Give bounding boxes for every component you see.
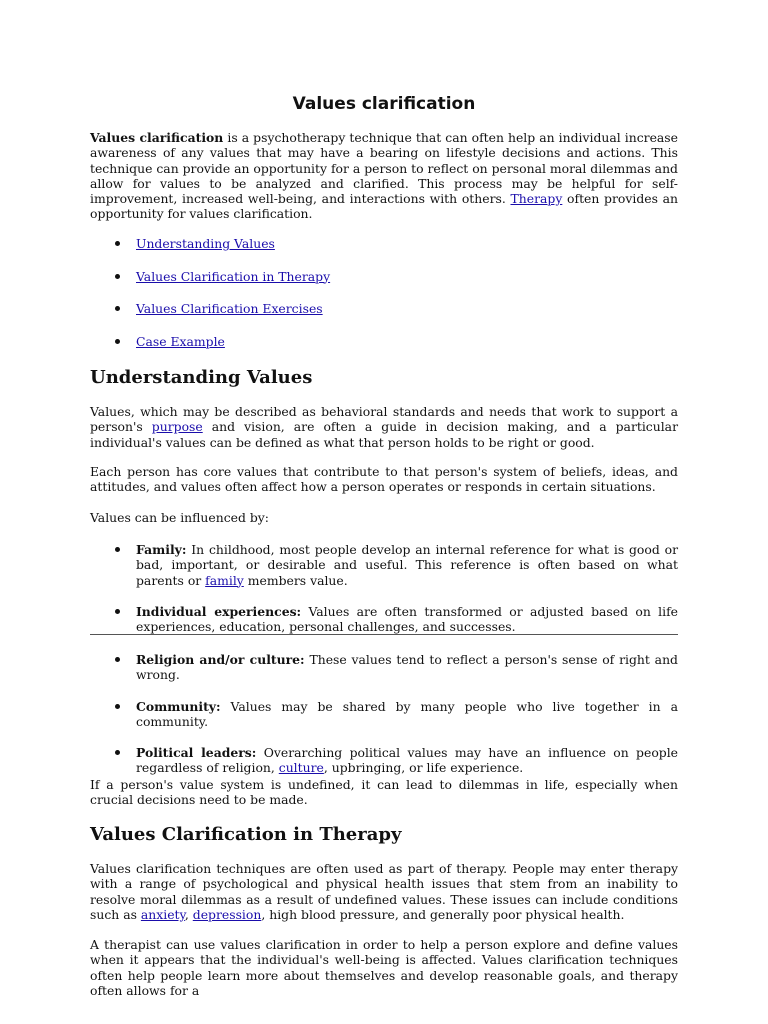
bullet-icon: [115, 750, 120, 755]
paragraph-text: ,: [184, 906, 193, 922]
list-item-label: Individual experiences:: [136, 603, 302, 619]
family-link[interactable]: family: [205, 572, 244, 588]
understanding-paragraph-3: Values can be influenced by:: [90, 510, 269, 525]
bullet-icon: [115, 241, 120, 246]
bullet-icon: [115, 547, 120, 552]
understanding-paragraph-4: If a person's value system is undefined, it can lead to dilemmas in life, especially when crucial decisions need to be made.: [90, 777, 678, 808]
therapy-link[interactable]: Therapy: [510, 191, 563, 207]
therapy-paragraph-1: [90, 861, 678, 922]
therapy-paragraph-2: A therapist can use values clarification in order to help a person explore and define values when it appears that the individual's well-being is affected. Values clarification techniques often help people learn more about themselves and develop reasonable goals, and therapy often allows for a: [90, 937, 678, 998]
intro-text: is a psychotherapy technique that can often help an individual increase awareness of any values that may have a bearing on lifestyle decisions and actions. This technique can provide an opportunity for a person to reflect on personal moral dilemmas and allow for values to be analyzed and clarified. This process may be helpful for self-improvement, increased well-being, and interactions with others.: [90, 130, 678, 207]
understanding-paragraph-1: [90, 404, 678, 450]
toc-link-understanding-values[interactable]: Understanding Values: [136, 236, 275, 251]
bullet-icon: [115, 657, 120, 662]
list-item-text: Values are often transformed or adjusted based on life experiences, education, personal challenges, and successes.: [136, 603, 678, 635]
list-item-text: Overarching political values may have an influence on people regardless of religion,: [136, 745, 679, 776]
paragraph-text: , high blood pressure, and generally poor physical health.: [261, 906, 625, 922]
list-item-text: In childhood, most people develop an internal reference for what is good or bad, important, or desirable and useful. This reference is often based on what parents or: [136, 542, 678, 588]
toc-item: [90, 334, 678, 350]
page-break-divider: [90, 634, 678, 635]
page-title: Values clarification: [292, 94, 476, 114]
list-item-label: Religion and/or culture:: [136, 652, 305, 667]
paragraph-text: and vision, are often a guide in decision making, and a particular individual's values can be defined as what that person holds to be right or good.: [90, 419, 678, 450]
list-item-political-leaders: [90, 745, 678, 776]
list-item-text: members value.: [243, 572, 348, 588]
list-item-text: Values may be shared by many people who live together in a community.: [136, 698, 678, 729]
influences-list-1: [90, 542, 678, 634]
anxiety-link[interactable]: anxiety: [140, 906, 185, 922]
toc-item: [90, 236, 678, 252]
table-of-contents: [90, 236, 678, 366]
list-item-label: Political leaders:: [136, 745, 257, 761]
list-item-label: Family:: [136, 542, 187, 557]
culture-link[interactable]: culture: [278, 760, 324, 776]
influences-list-2: [90, 652, 678, 776]
purpose-link[interactable]: purpose: [151, 419, 203, 435]
bullet-icon: [115, 609, 120, 614]
list-item-label: Community:: [136, 698, 221, 714]
intro-term: Values clarification: [90, 130, 224, 145]
toc-item: [90, 269, 678, 285]
list-item-individual-experiences: [90, 604, 678, 635]
list-item-text: These values tend to reflect a person's sense of right and wrong.: [136, 652, 678, 683]
bullet-icon: [115, 339, 120, 344]
paragraph-text: Values, which may be described as behavioral standards and needs that work to support a person's: [90, 404, 678, 435]
list-item-text: , upbringing, or life experience.: [323, 760, 524, 776]
toc-link-values-clarification-exercises[interactable]: Values Clarification Exercises: [136, 301, 323, 316]
list-item-religion-culture: [90, 652, 678, 683]
toc-link-values-clarification-in-therapy[interactable]: Values Clarification in Therapy: [136, 268, 331, 284]
intro-text-end: often provides an opportunity for values clarification.: [90, 191, 679, 222]
list-item-family: [90, 542, 678, 588]
bullet-icon: [115, 704, 120, 709]
section-heading-values-clarification-in-therapy: Values Clarification in Therapy: [90, 824, 402, 845]
toc-link-case-example[interactable]: Case Example: [136, 333, 225, 349]
toc-item: [90, 301, 678, 317]
list-item-community: [90, 699, 678, 730]
depression-link[interactable]: depression: [192, 906, 262, 922]
bullet-icon: [115, 274, 120, 279]
section-heading-understanding-values: Understanding Values: [90, 367, 313, 388]
understanding-paragraph-2: Each person has core values that contribute to that person's system of beliefs, ideas, and attitudes, and values often affect how a person operates or responds in certain situations.: [90, 464, 678, 495]
paragraph-text: Values clarification techniques are often used as part of therapy. People may enter therapy with a range of psychological and physical health issues that stem from an inability to resolve moral dilemmas as a result of undefined values. These issues can include conditions such as: [90, 861, 678, 922]
intro-paragraph: [90, 130, 678, 222]
bullet-icon: [115, 306, 120, 311]
